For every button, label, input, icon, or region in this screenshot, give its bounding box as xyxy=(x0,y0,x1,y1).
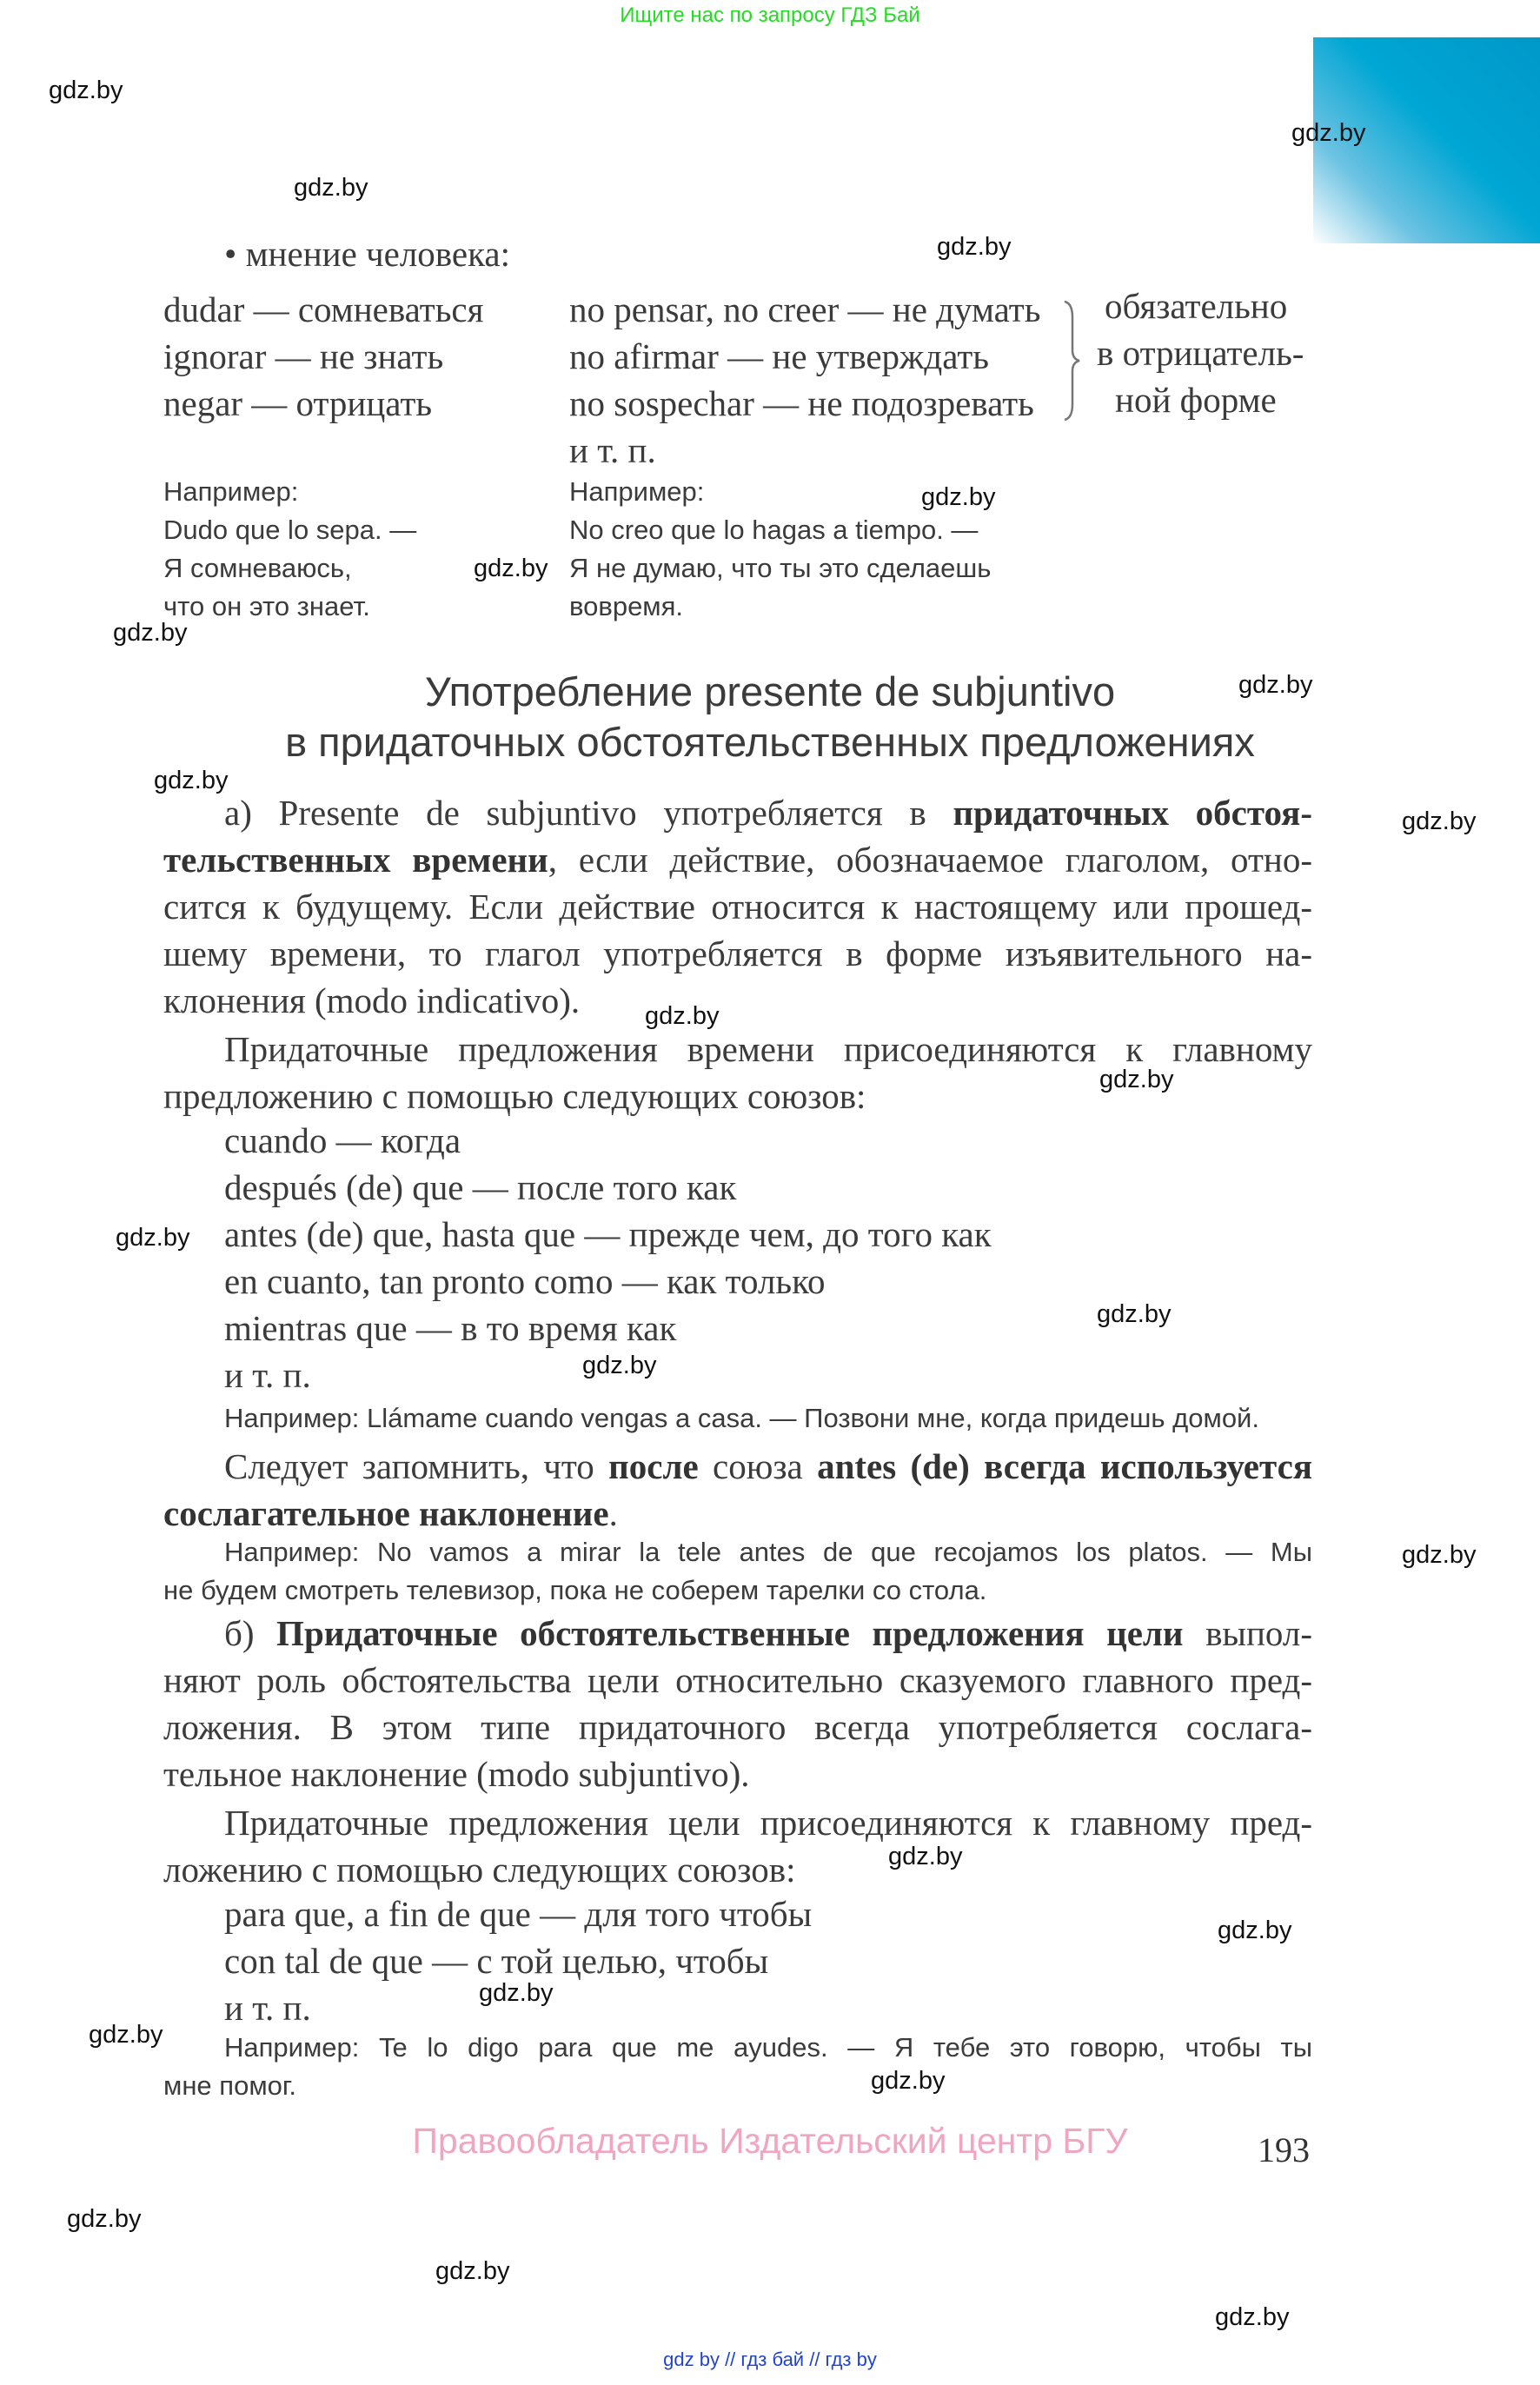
bold-term: antes (de) всегда используется xyxy=(817,1446,1312,1486)
conjunction-item: и т. п. xyxy=(224,1355,311,1395)
verb-item: ignorar — не знать xyxy=(163,336,444,376)
right-brace-icon xyxy=(1062,300,1081,422)
text-line xyxy=(163,1751,1312,1797)
example-line: Dudo que lo sepa. — xyxy=(163,515,417,545)
text-line: ложению с помощью следующих союзов: xyxy=(163,1850,796,1890)
watermark: gdz.by xyxy=(113,619,188,647)
text-run: б) xyxy=(224,1613,277,1653)
example-antes xyxy=(163,1533,1312,1610)
bottom-links[interactable]: gdz by // гдз бай // гдз by xyxy=(663,2348,877,2370)
text-run: , если действие, обозначаемое глаголом, отно- xyxy=(548,840,1313,880)
section-heading-line2: в придаточных обстоятельственных предложениях xyxy=(285,719,1255,765)
example-line: No creo que lo hagas a tiempo. — xyxy=(569,515,979,545)
example-line: Например: No vamos a mirar la tele antes de que recojamos los platos. — Мы xyxy=(224,1537,1312,1567)
text-run: няют роль обстоятельства цели относительно сказуемого главного пред- xyxy=(163,1660,1312,1700)
watermark: gdz.by xyxy=(1238,671,1313,699)
text-run: а) Presente de subjuntivo употребляется в xyxy=(224,793,953,833)
bold-term: придаточных обстоя- xyxy=(953,793,1313,833)
page-number: 193 xyxy=(1258,2130,1310,2169)
watermark: gdz.by xyxy=(49,76,123,104)
text-run: тельное наклонение (modo subjuntivo). xyxy=(163,1754,750,1794)
watermark: gdz.by xyxy=(1402,1541,1477,1569)
watermark: gdz.by xyxy=(154,767,229,794)
conjunction-item: en cuanto, tan pronto como — как только xyxy=(224,1261,826,1301)
text-line xyxy=(163,1704,1312,1751)
watermark: gdz.by xyxy=(1402,807,1477,835)
example-line: не будем смотреть телевизор, пока не соберем тарелки со стола. xyxy=(163,1575,987,1605)
conjunction-item: para que, a fin de que — для того чтобы xyxy=(224,1894,813,1934)
verb-item: negar — отрицать xyxy=(163,383,433,423)
text-line xyxy=(163,1443,1312,1490)
watermark: gdz.by xyxy=(294,174,368,202)
example-purpose xyxy=(163,2029,1312,2105)
watermark: gdz.by xyxy=(1215,2303,1290,2331)
section-heading-line1: Употребление presente de subjuntivo xyxy=(424,668,1116,714)
section-b-paragraph xyxy=(163,1610,1312,1797)
verb-item: no pensar, no creer — не думать xyxy=(569,289,1041,329)
text-line: Придаточные предложения цели присоединяются к главному пред- xyxy=(224,1803,1312,1843)
text-run: . xyxy=(608,1493,618,1533)
watermark: gdz.by xyxy=(67,2205,142,2233)
example-line: что он это знает. xyxy=(163,591,370,621)
section-b-conjunction-intro xyxy=(163,1799,1312,1893)
text-run: ложения. В этом типе придаточного всегда употребляется сослага- xyxy=(163,1707,1312,1747)
watermark: gdz.by xyxy=(1218,1917,1292,1944)
example-label: Например: xyxy=(163,476,299,507)
text-line: предложению с помощью следующих союзов: xyxy=(163,1076,866,1116)
text-run: союза xyxy=(698,1446,818,1486)
text-line xyxy=(163,977,1312,1024)
example-line: Я не думаю, что ты это сделаешь xyxy=(569,553,992,583)
watermark: gdz.by xyxy=(645,1002,720,1030)
conjunction-item: mientras que — в то время как xyxy=(224,1308,677,1348)
brace-note-line: ной форме xyxy=(1115,380,1277,420)
example-line: Я сомневаюсь, xyxy=(163,553,352,583)
watermark: gdz.by xyxy=(1099,1066,1174,1093)
watermark: gdz.by xyxy=(89,2021,163,2049)
bold-term: тельственных времени xyxy=(163,840,548,880)
watermark: gdz.by xyxy=(474,555,548,582)
bold-term: Придаточные обстоятельственные предложения цели xyxy=(276,1613,1184,1653)
example-label: Например: xyxy=(569,476,705,507)
watermark: gdz.by xyxy=(888,1843,963,1870)
verb-item: и т. п. xyxy=(569,430,656,470)
watermark: gdz.by xyxy=(937,233,1012,261)
text-line xyxy=(163,1490,1312,1537)
verb-item: dudar — сомневаться xyxy=(163,289,484,329)
example-line: мне помог. xyxy=(163,2070,297,2101)
antes-note xyxy=(163,1443,1312,1537)
text-line xyxy=(163,930,1312,977)
text-run: клонения (modo indicativo). xyxy=(163,980,581,1020)
watermark: gdz.by xyxy=(116,1224,190,1252)
example-line: Например: Te lo digo para que me ayudes. — Я тебе это говорю, чтобы ты xyxy=(224,2032,1312,2063)
text-run: сится к будущему. Если действие относится к настоящему или прошед- xyxy=(163,887,1312,927)
section-a-paragraph xyxy=(163,789,1312,1024)
watermark: gdz.by xyxy=(479,1979,554,2007)
text-line xyxy=(163,883,1312,930)
bullet-title: • мнение человека: xyxy=(224,234,511,274)
text-run: шему времени, то глагол употребляется в форме изъявительного на- xyxy=(163,933,1312,973)
watermark: gdz.by xyxy=(435,2257,510,2285)
copyright-notice: Правообладатель Издательский центр БГУ xyxy=(412,2121,1128,2161)
conjunction-item: antes (de) que, hasta que — прежде чем, до того как xyxy=(224,1214,992,1254)
bold-term: после xyxy=(608,1446,699,1486)
watermark: gdz.by xyxy=(921,483,996,511)
conjunction-item: cuando — когда xyxy=(224,1120,461,1160)
conjunction-item: con tal de que — с той целью, чтобы xyxy=(224,1941,769,1981)
example-line: вовремя. xyxy=(569,591,684,621)
verb-item: no sospechar — не подозревать xyxy=(569,383,1034,423)
text-line xyxy=(163,789,1312,836)
watermark: gdz.by xyxy=(1291,119,1366,147)
watermark: gdz.by xyxy=(1097,1300,1172,1328)
text-line xyxy=(163,1610,1312,1657)
bold-term: сослагательное наклонение xyxy=(163,1493,609,1533)
search-banner: Ищите нас по запросу ГДЗ Бай xyxy=(620,3,920,27)
text-line: Придаточные предложения времени присоединяются к главному xyxy=(224,1029,1312,1069)
brace-note-line: обязательно xyxy=(1105,286,1288,326)
text-run: выпол- xyxy=(1183,1613,1312,1653)
text-line xyxy=(163,836,1312,883)
example-time: Например: Llámame cuando vengas a casa. — Позвони мне, когда придешь домой. xyxy=(224,1403,1259,1433)
brace-note-line: в отрицатель- xyxy=(1097,333,1304,373)
text-run: Следует запомнить, что xyxy=(224,1446,609,1486)
watermark: gdz.by xyxy=(582,1352,657,1379)
text-line xyxy=(163,1657,1312,1704)
conjunction-item: и т. п. xyxy=(224,1988,311,2028)
verb-item: no afirmar — не утверждать xyxy=(569,336,989,376)
conjunction-item: después (de) que — после того как xyxy=(224,1167,737,1207)
watermark: gdz.by xyxy=(871,2067,946,2095)
